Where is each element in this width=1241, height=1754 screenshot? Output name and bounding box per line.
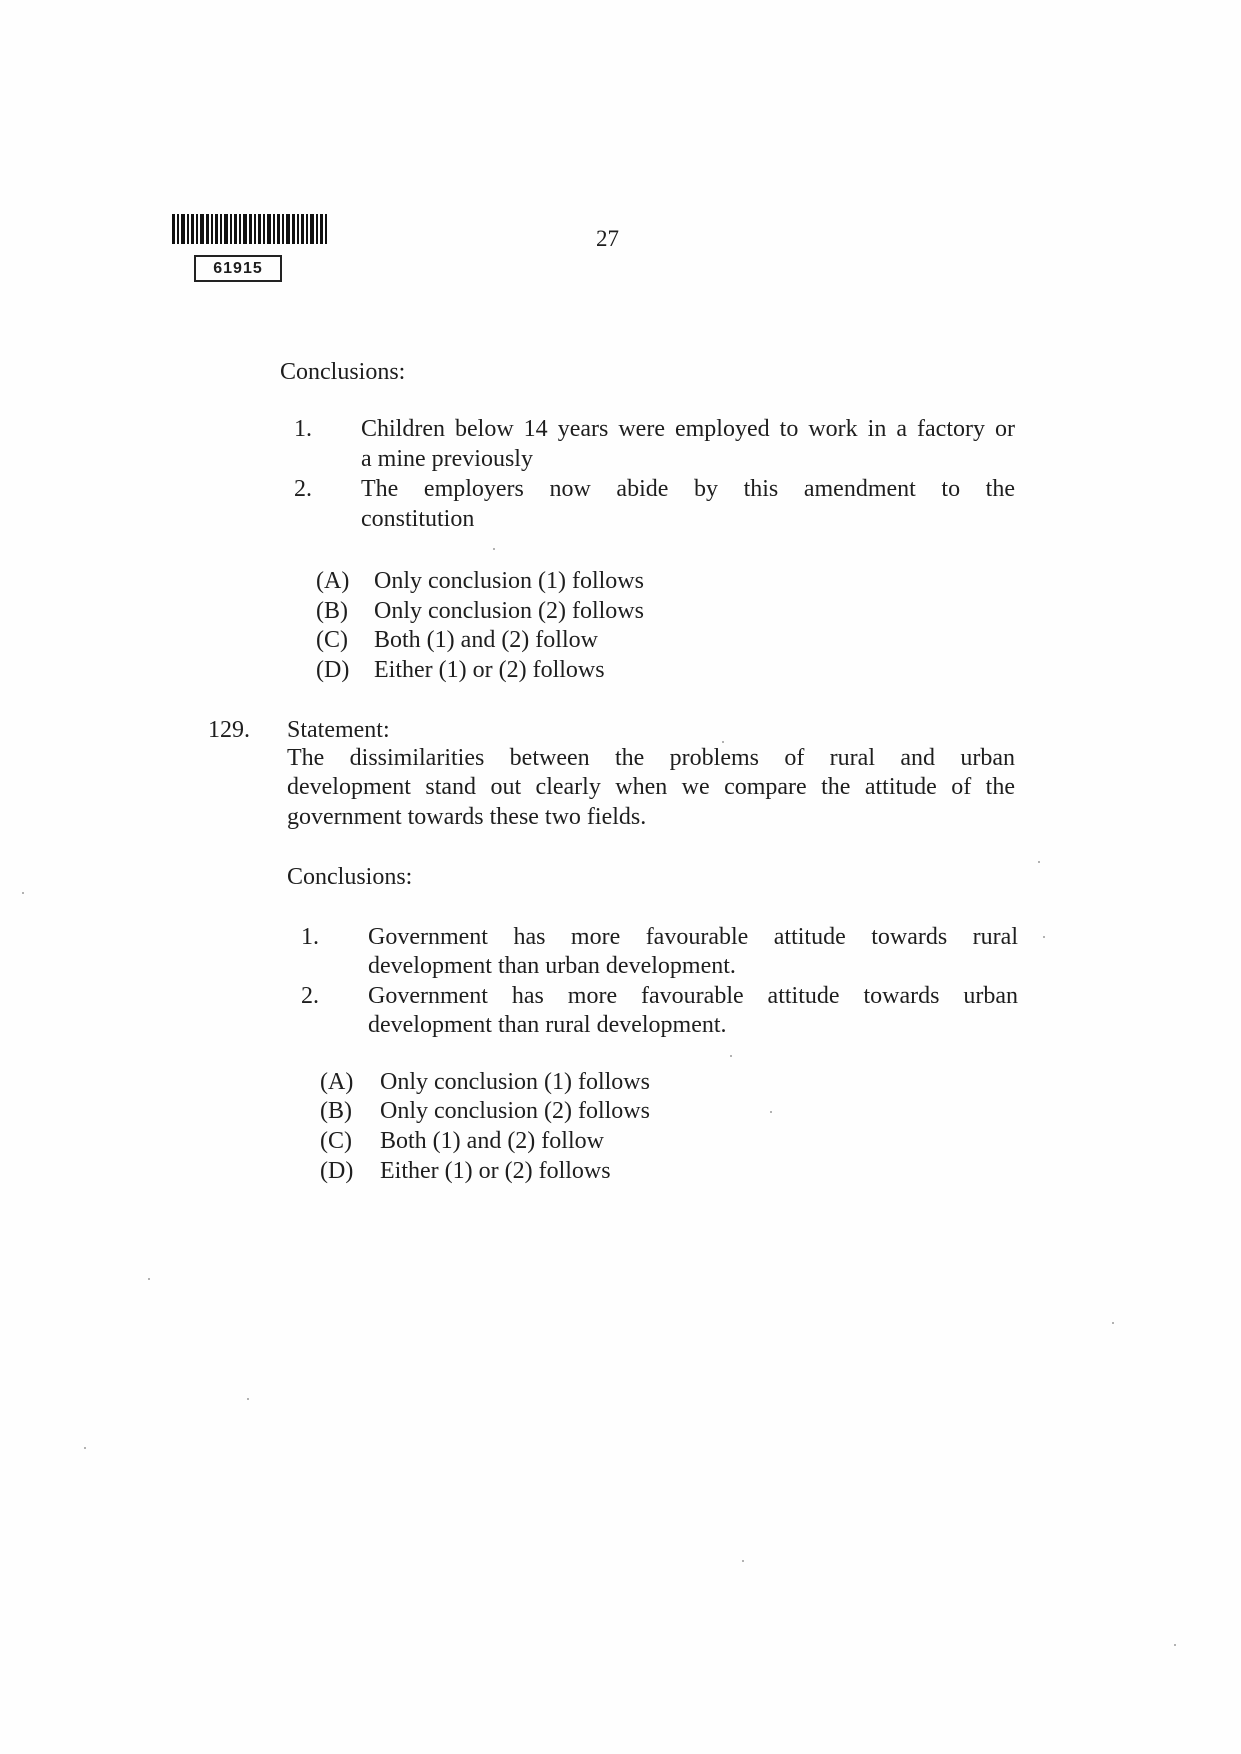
statement-heading: Statement: bbox=[287, 717, 390, 743]
option-text: Only conclusion (2) follows bbox=[380, 1098, 650, 1124]
conclusion-text: Children below 14 years were employed to work in a factory or bbox=[361, 416, 1015, 442]
scan-speck bbox=[84, 1447, 86, 1449]
option-text: Only conclusion (1) follows bbox=[380, 1069, 650, 1095]
conclusion-number: 2. bbox=[294, 476, 312, 502]
conclusion-text: Government has more favourable attitude towards urban bbox=[368, 983, 1018, 1009]
conclusion-text: The employers now abide by this amendment to the bbox=[361, 476, 1015, 502]
statement-text: The dissimilarities between the problems of rural and urban bbox=[287, 745, 1015, 771]
option-text: Only conclusion (1) follows bbox=[374, 568, 644, 594]
option-label: (D) bbox=[320, 1158, 354, 1184]
conclusions-heading: Conclusions: bbox=[287, 864, 413, 890]
option-label: (D) bbox=[316, 657, 350, 683]
scan-speck bbox=[22, 892, 24, 894]
page-number: 27 bbox=[596, 226, 619, 251]
option-label: (A) bbox=[320, 1069, 354, 1095]
statement-text: government towards these two fields. bbox=[287, 804, 647, 830]
conclusions-heading: Conclusions: bbox=[280, 359, 406, 385]
conclusion-text: a mine previously bbox=[361, 446, 533, 472]
scan-speck bbox=[1112, 1322, 1114, 1324]
question-number: 129. bbox=[208, 717, 250, 743]
option-label: (B) bbox=[320, 1098, 352, 1124]
option-label: (C) bbox=[316, 627, 348, 653]
conclusion-text: constitution bbox=[361, 506, 475, 532]
conclusion-text: development than urban development. bbox=[368, 953, 736, 979]
scan-speck bbox=[1174, 1644, 1176, 1646]
scan-speck bbox=[1038, 861, 1040, 863]
conclusion-text: Government has more favourable attitude towards rural bbox=[368, 924, 1018, 950]
option-label: (C) bbox=[320, 1128, 352, 1154]
scan-speck bbox=[148, 1278, 150, 1280]
scan-speck bbox=[722, 741, 724, 743]
option-text: Both (1) and (2) follow bbox=[374, 627, 598, 653]
conclusion-number: 1. bbox=[294, 416, 312, 442]
scan-speck bbox=[742, 1560, 744, 1562]
scan-speck bbox=[730, 1055, 732, 1057]
conclusion-number: 1. bbox=[301, 924, 319, 950]
booklet-code: 61915 bbox=[194, 255, 282, 282]
option-text: Either (1) or (2) follows bbox=[380, 1158, 611, 1184]
option-text: Only conclusion (2) follows bbox=[374, 598, 644, 624]
option-label: (A) bbox=[316, 568, 350, 594]
scan-speck bbox=[1043, 936, 1045, 938]
conclusion-number: 2. bbox=[301, 983, 319, 1009]
conclusion-text: development than rural development. bbox=[368, 1012, 727, 1038]
scan-speck bbox=[247, 1398, 249, 1400]
barcode-image bbox=[172, 214, 327, 244]
option-text: Both (1) and (2) follow bbox=[380, 1128, 604, 1154]
option-label: (B) bbox=[316, 598, 348, 624]
option-text: Either (1) or (2) follows bbox=[374, 657, 605, 683]
statement-text: development stand out clearly when we compare the attitude of the bbox=[287, 774, 1015, 800]
scan-speck bbox=[493, 548, 495, 550]
scan-speck bbox=[770, 1111, 772, 1113]
